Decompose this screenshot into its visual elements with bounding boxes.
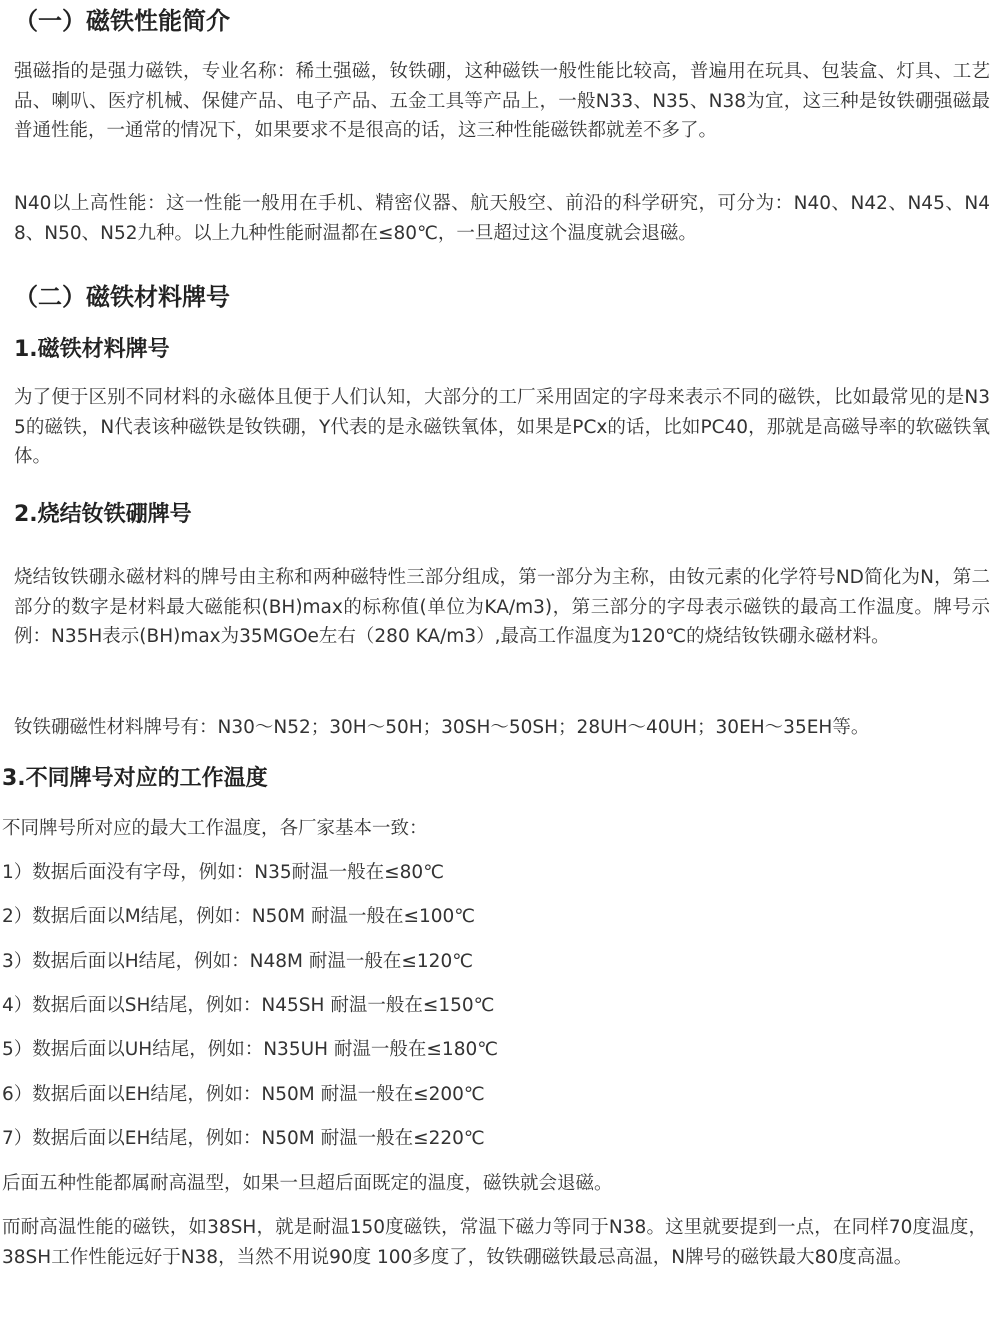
temperature-list-item: 4）数据后面以SH结尾，例如：N45SH 耐温一般在≤150℃ [2, 995, 495, 1016]
subsection-2-paragraph-2: 钕铁硼磁性材料牌号有：N30～N52；30H～50H；30SH～50SH；28UH～40UH；30EH～35EH等。 [14, 717, 870, 738]
temperature-list-item: 5）数据后面以UH结尾，例如：N35UH 耐温一般在≤180℃ [2, 1039, 499, 1060]
temperature-list-item: 1）数据后面没有字母，例如：N35耐温一般在≤80℃ [2, 862, 444, 883]
temperature-list-item: 2）数据后面以M结尾，例如：N50M 耐温一般在≤100℃ [2, 906, 476, 927]
subsection-1-heading: 1.磁铁材料牌号 [14, 337, 170, 362]
section-1-paragraph-2: N40以上高性能：这一性能一般用在手机、精密仪器、航天般空、前沿的科学研究，可分为：N40、N42、N45、N48、N50、N52九种。以上九种性能耐温都在≤80℃，一旦超过这个温度就会退磁。 [14, 193, 990, 244]
subsection-2-heading: 2.烧结钕铁硼牌号 [14, 502, 192, 527]
subsection-3-closing-paragraph: 而耐高温性能的磁铁，如38SH，就是耐温150度磁铁，常温下磁力等同于N38。这里就要提到一点，在同样70度温度，38SH工作性能远好于N38，当然不用说90度 100多度了，钕铁硼磁铁最忌高温，N牌号的磁铁最大80度高温。 [2, 1217, 987, 1268]
subsection-1-paragraph: 为了便于区别不同材料的永磁体且便于人们认知，大部分的工厂采用固定的字母来表示不同的磁铁，比如最常见的是N35的磁铁，N代表该种磁铁是钕铁硼，Y代表的是永磁铁氧体，如果是PCx的话，比如PC40，那就是高磁导率的软磁铁氧体。 [14, 387, 990, 467]
subsection-3-heading: 3.不同牌号对应的工作温度 [2, 766, 268, 791]
temperature-list-item: 6）数据后面以EH结尾，例如：N50M 耐温一般在≤200℃ [2, 1084, 485, 1105]
section-2-heading: （二）磁铁材料牌号 [14, 283, 230, 311]
section-1-paragraph-1: 强磁指的是强力磁铁，专业名称：稀土强磁，钕铁硼，这种磁铁一般性能比较高，普遍用在玩具、包装盒、灯具、工艺品、喇叭、医疗机械、保健产品、电子产品、五金工具等产品上，一般N33、N35、N38为宜，这三种是钕铁硼强磁最普通性能，一通常的情况下，如果要求不是很高的话，这三种性能磁铁都就差不多了。 [14, 61, 990, 141]
temperature-list-item: 7）数据后面以EH结尾，例如：N50M 耐温一般在≤220℃ [2, 1128, 485, 1149]
subsection-3-summary: 后面五种性能都属耐高温型，如果一旦超后面既定的温度，磁铁就会退磁。 [2, 1173, 613, 1194]
temperature-list-item: 3）数据后面以H结尾，例如：N48M 耐温一般在≤120℃ [2, 951, 473, 972]
subsection-3-intro: 不同牌号所对应的最大工作温度，各厂家基本一致： [2, 818, 428, 839]
section-1-heading: （一）磁铁性能简介 [14, 7, 230, 35]
subsection-2-paragraph-1: 烧结钕铁硼永磁材料的牌号由主称和两种磁特性三部分组成，第一部分为主称，由钕元素的化学符号ND简化为N，第二部分的数字是材料最大磁能积(BH)max的标称值(单位为KA/m3)，第三部分的字母表示磁铁的最高工作温度。牌号示例：N35H表示(BH)max为35MGOe左右（280 KA/m3）,最高工作温度为120℃的烧结钕铁硼永磁材料。 [14, 567, 990, 647]
